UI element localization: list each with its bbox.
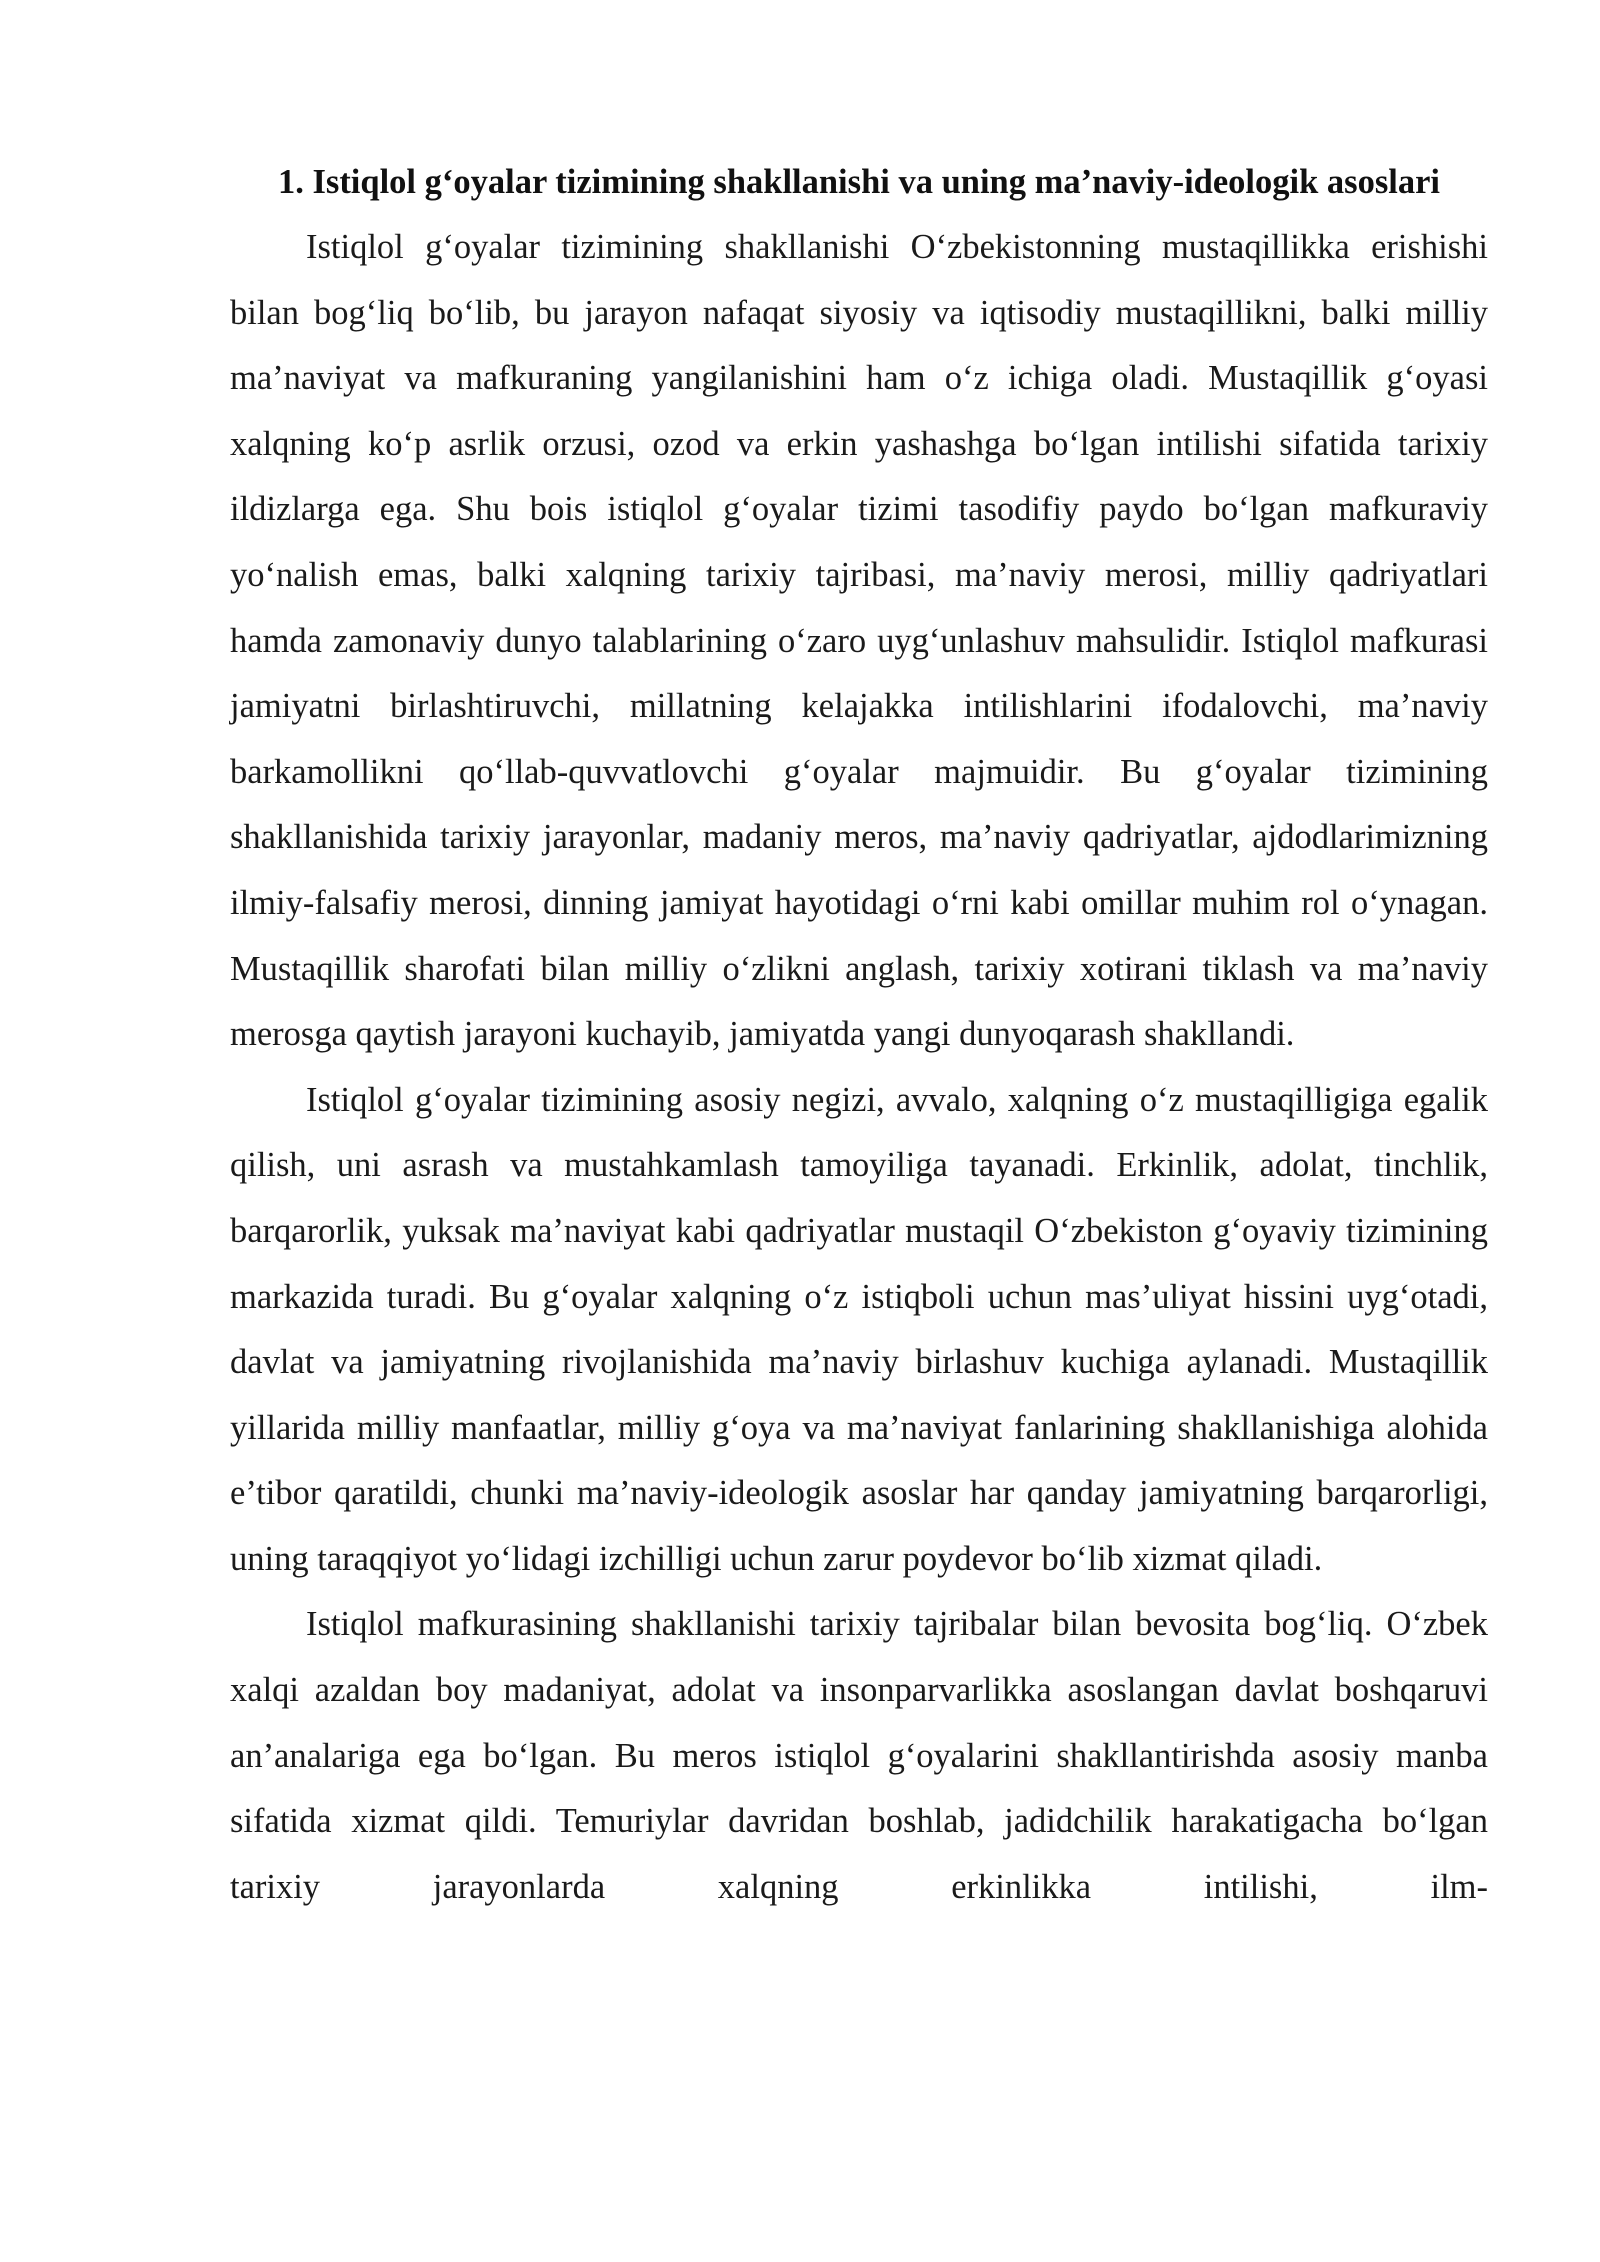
paragraph-2: Istiqlol g‘oyalar tizimining asosiy negizi, avvalo, xalqning o‘z mustaqilligiga egalik qilish, uni asrash va mustahkamlash tamoyiliga tayanadi. Erkinlik, adolat, tinchlik, barqarorlik, yuksak ma’naviyat kabi qadriyatlar mustaqil O‘zbekiston g‘oyaviy tizimining markazida turadi. Bu g‘oyalar xalqning o‘z istiqboli uchun mas’uliyat hissini uyg‘otadi, davlat va jamiyatning rivojlanishida ma’naviy birlashuv kuchiga aylanadi. Mustaqillik yillarida milliy manfaatlar, milliy g‘oya va ma’naviyat fanlarining shakllanishiga alohida e’tibor qaratildi, chunki ma’naviy-ideologik asoslar har qanday jamiyatning barqarorligi, uning taraqqiyot yo‘lidagi izchilligi uchun zarur poydevor bo‘lib xizmat qiladi. (230, 1080, 1488, 1578)
paragraph-1: Istiqlol g‘oyalar tizimining shakllanishi O‘zbekistonning mustaqillikka erishishi bilan bog‘liq bo‘lib, bu jarayon nafaqat siyosiy va iqtisodiy mustaqillikni, balki milliy ma’naviyat va mafkuraning yangilanishini ham o‘z ichiga oladi. Mustaqillik g‘oyasi xalqning ko‘p asrlik orzusi, ozod va erkin yashashga bo‘lgan intilishi sifatida tarixiy ildizlarga ega. Shu bois istiqlol g‘oyalar tizimi tasodifiy paydo bo‘lgan mafkuraviy yo‘nalish emas, balki xalqning tarixiy tajribasi, ma’naviy merosi, milliy qadriyatlari hamda zamonaviy dunyo talablarining o‘zaro uyg‘unlashuv mahsulidir. Istiqlol mafkurasi jamiyatni birlashtiruvchi, millatning kelajakka intilishlarini ifodalovchi, ma’naviy barkamollikni qo‘llab-quvvatlovchi g‘oyalar majmuidir. Bu g‘oyalar tizimining shakllanishida tarixiy jarayonlar, madaniy meros, ma’naviy qadriyatlar, ajdodlarimizning ilmiy-falsafiy merosi, dinning jamiyat hayotidagi o‘rni kabi omillar muhim rol o‘ynagan. Mustaqillik sharofati bilan milliy o‘zlikni anglash, tarixiy xotirani tiklash va ma’naviy merosga qaytish jarayoni kuchayib, jamiyatda yangi dunyoqarash shakllandi. (230, 228, 1488, 1054)
page-content (230, 150, 1488, 1920)
section-heading: 1. Istiqlol g‘oyalar tizimining shakllanishi va uning ma’naviy-ideologik asoslari (277, 163, 1441, 201)
paragraph-3: Istiqlol mafkurasining shakllanishi tarixiy tajribalar bilan bevosita bog‘liq. O‘zbek xalqi azaldan boy madaniyat, adolat va insonparvarlikka asoslangan davlat boshqaruvi an’analariga ega bo‘lgan. Bu meros istiqlol g‘oyalarini shakllantirishda asosiy manba sifatida xizmat qildi. Temuriylar davridan boshlab, jadidchilik harakatigacha bo‘lgan tarixiy jarayonlarda xalqning erkinlikka intilishi, ilm- (230, 1605, 1488, 1906)
